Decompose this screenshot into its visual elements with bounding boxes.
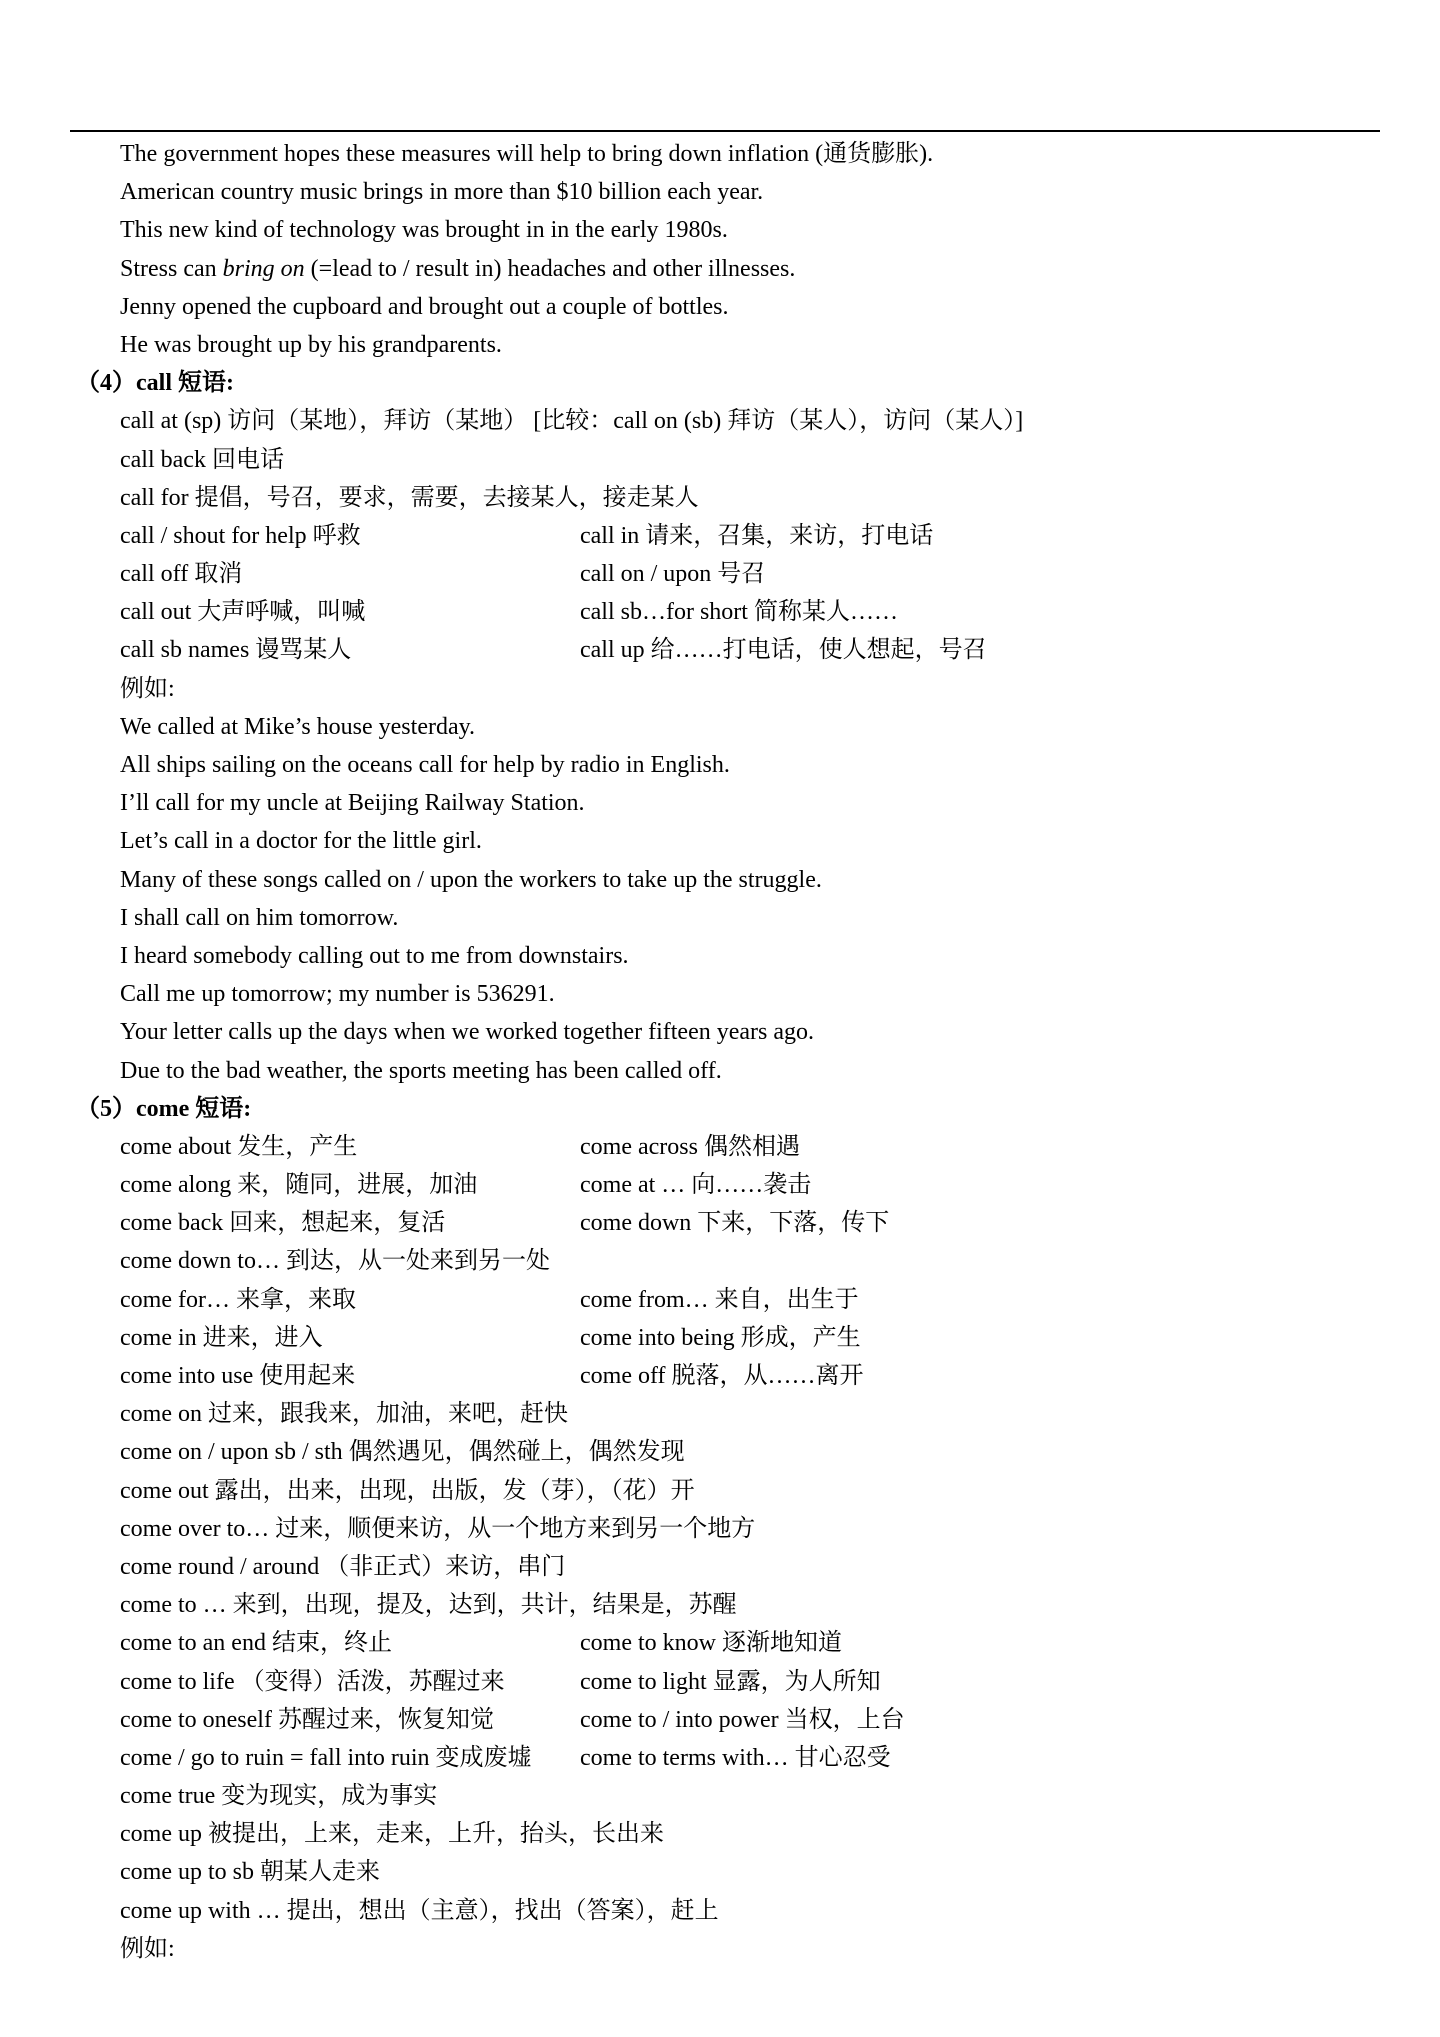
phrase-entry: call for 提倡，号召，要求，需要，去接某人，接走某人 [120, 484, 699, 511]
phrase-entry: come up with … 提出，想出（主意），找出（答案），赶上 [120, 1897, 719, 1924]
phrase-entry: come down 下来，下落，传下 [580, 1210, 890, 1237]
phrase-entry: come true 变为现实，成为事实 [120, 1783, 438, 1810]
phrase-entry: come out 露出，出来，出现，出版，发（芽），（花）开 [120, 1477, 695, 1504]
phrase-entry: come across 偶然相遇 [580, 1133, 800, 1160]
phrase-entry: come about 发生，产生 [120, 1133, 358, 1160]
phrase-entry: come in 进来，进入 [120, 1324, 323, 1351]
phrase-row [70, 1777, 1380, 1815]
phrase-row [70, 1892, 1380, 1930]
phrase-row [70, 1433, 1380, 1471]
phrase-entry: come round / around （非正式）来访，串门 [120, 1553, 566, 1580]
phrase-entry: come to … 来到，出现，提及，达到，共计，结果是，苏醒 [120, 1592, 737, 1619]
sentence-part: (=lead to / result in) headaches and other illnesses. [304, 255, 796, 282]
phrase-row [70, 593, 1380, 631]
example-label: 例如: [120, 1935, 175, 1962]
document-body [70, 135, 1380, 1968]
phrase-entry: come to know 逐渐地知道 [580, 1630, 842, 1657]
phrase-entry: come to oneself 苏醒过来，恢复知觉 [120, 1706, 494, 1733]
phrase-entry: come from… 来自，出生于 [580, 1286, 859, 1313]
section-heading-call: （4）call 短语: [76, 370, 234, 397]
phrase-row [70, 1128, 1380, 1166]
example-sentence: Many of these songs called on / upon the workers to take up the struggle. [120, 866, 822, 893]
phrase-row [70, 1166, 1380, 1204]
example-sentence: Due to the bad weather, the sports meeting has been called off. [120, 1057, 722, 1084]
phrase-row [70, 1510, 1380, 1548]
example-sentence: Let’s call in a doctor for the little girl. [120, 828, 482, 855]
example-sentence: We called at Mike’s house yesterday. [120, 713, 476, 740]
phrase-row [70, 517, 1380, 555]
phrase-entry: come over to… 过来，顺便来访，从一个地方来到另一个地方 [120, 1515, 756, 1542]
phrase-row [70, 1586, 1380, 1624]
example-sentence: This new kind of technology was brought in in the early 1980s. [120, 217, 728, 244]
header-rule [70, 130, 1380, 132]
phrase-entry: come into being 形成，产生 [580, 1324, 861, 1351]
phrase-entry: call out 大声呼喊，叫喊 [120, 599, 366, 626]
example-sentence [70, 250, 1380, 288]
phrase-entry: come up to sb 朝某人走来 [120, 1859, 380, 1886]
phrase-row [70, 1663, 1380, 1701]
phrase-row [70, 1739, 1380, 1777]
example-sentence: Call me up tomorrow; my number is 536291. [120, 981, 555, 1008]
example-label: 例如: [120, 675, 175, 702]
phrase-entry: come to / into power 当权，上台 [580, 1706, 905, 1733]
phrase-entry: call at (sp) 访问（某地），拜访（某地） [比较：call on (sb) 拜访（某人），访问（某人）] [120, 408, 1024, 435]
phrase-entry: come to terms with… 甘心忍受 [580, 1744, 891, 1771]
phrase-row [70, 1624, 1380, 1662]
example-sentence: Your letter calls up the days when we worked together fifteen years ago. [120, 1019, 815, 1046]
sentence-part: Stress can [120, 255, 223, 282]
phrase-entry: come along 来，随同，进展，加油 [120, 1172, 478, 1199]
phrase-entry: call back 回电话 [120, 446, 284, 473]
phrase-row [70, 631, 1380, 669]
phrase-entry: come at … 向……袭击 [580, 1172, 812, 1199]
phrase-entry: come / go to ruin = fall into ruin 变成废墟 [120, 1744, 532, 1771]
example-sentence: I’ll call for my uncle at Beijing Railway Station. [120, 790, 585, 817]
phrase-entry: call up 给……打电话，使人想起，号召 [580, 637, 987, 664]
phrase-entry: come back 回来，想起来，复活 [120, 1210, 446, 1237]
phrase-row [70, 1204, 1380, 1242]
phrase-entry: come off 脱落，从……离开 [580, 1363, 864, 1389]
phrase-entry: call / shout for help 呼救 [120, 522, 361, 549]
phrase-row [70, 1853, 1380, 1891]
phrase-entry: come to life （变得）活泼，苏醒过来 [120, 1668, 505, 1695]
phrase-row [70, 1395, 1380, 1433]
phrase-entry: call on / upon 号召 [580, 561, 766, 588]
phrase-row [70, 1548, 1380, 1586]
example-sentence: He was brought up by his grandparents. [120, 331, 502, 358]
phrase-entry: come to light 显露，为人所知 [580, 1668, 881, 1695]
phrase-row [70, 1472, 1380, 1510]
phrase-row [70, 555, 1380, 593]
phrase-row [70, 1242, 1380, 1280]
phrase-row [70, 1701, 1380, 1739]
phrase-entry: call in 请来，召集，来访，打电话 [580, 522, 934, 549]
example-sentence: The government hopes these measures will help to bring down inflation (通货膨胀). [120, 141, 934, 167]
example-sentence: American country music brings in more than $10 billion each year. [120, 179, 764, 206]
phrase-entry: come on 过来，跟我来，加油，来吧，赶快 [120, 1401, 568, 1428]
section-heading-come: （5）come 短语: [76, 1095, 252, 1122]
phrase-row [70, 1357, 1380, 1395]
phrase-row [70, 1319, 1380, 1357]
phrase-entry: come into use 使用起来 [120, 1363, 356, 1389]
phrase-entry: come for… 来拿，来取 [120, 1286, 356, 1313]
italic-phrase: bring on [222, 255, 305, 282]
phrase-entry: come down to… 到达，从一处来到另一处 [120, 1248, 550, 1275]
phrase-entry: come up 被提出，上来，走来，上升，抬头，长出来 [120, 1821, 664, 1848]
phrase-entry: call sb names 谩骂某人 [120, 637, 352, 664]
phrase-entry: call sb…for short 简称某人…… [580, 599, 898, 626]
phrase-entry: come on / upon sb / sth 偶然遇见，偶然碰上，偶然发现 [120, 1439, 685, 1466]
phrase-row [70, 1281, 1380, 1319]
phrase-entry: come to an end 结束，终止 [120, 1630, 392, 1657]
phrase-entry: call off 取消 [120, 561, 243, 588]
example-sentence: All ships sailing on the oceans call for help by radio in English. [120, 752, 730, 778]
example-sentence: I heard somebody calling out to me from downstairs. [120, 942, 629, 969]
example-sentence: Jenny opened the cupboard and brought out a couple of bottles. [120, 293, 729, 320]
example-sentence: I shall call on him tomorrow. [120, 904, 399, 931]
phrase-row [70, 1815, 1380, 1853]
come-phrase-list [70, 1128, 1380, 1930]
